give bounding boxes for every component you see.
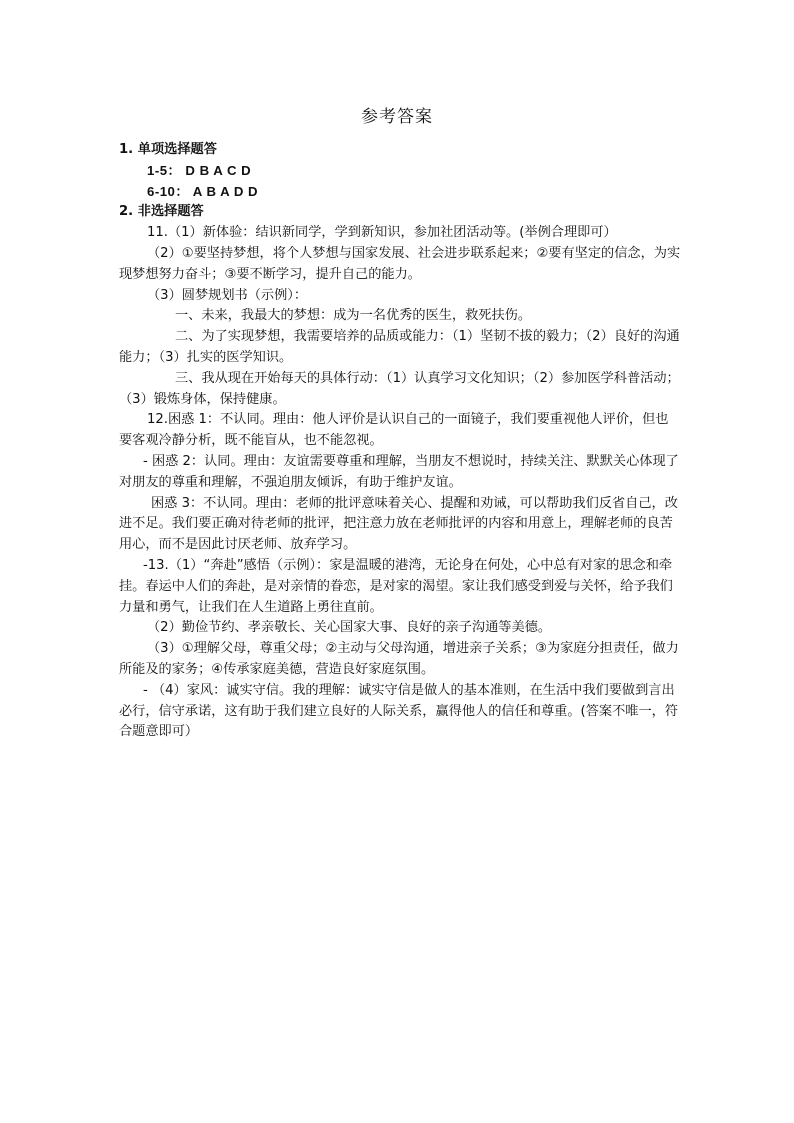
answer-content [119, 140, 681, 743]
q11-part3-item1: 一、未来，我最大的梦想：成为一名优秀的医生，救死扶伤。 [175, 308, 532, 324]
q11-part3-heading: （3）圆梦规划书（示例）： [147, 287, 308, 303]
answer-line-1-5: 1-5： D B A C D [147, 162, 252, 178]
q11-part2: （2）①要坚持梦想，将个人梦想与国家发展、社会进步联系起来；②要有坚定的信念，为实现梦想努力奋斗；③要不断学习，提升自己的能力。 [119, 245, 681, 282]
q12-confusion2: - 困惑 2：认同。理由：友谊需要尊重和理解，当朋友不想说时，持续关注、默默关心体现了对朋友的尊重和理解，不强迫朋友倾诉，有助于维护友谊。 [119, 453, 679, 490]
answer-line-6-10: 6-10： A B A D D [147, 183, 259, 199]
q13-part3: （3）①理解父母，尊重父母；②主动与父母沟通，增进亲子关系；③为家庭分担责任，做力所能及的家务；④传承家庭美德，营造良好家庭氛围。 [119, 641, 679, 677]
q11-part3-item2: 二、为了实现梦想，我需要培养的品质或能力：（1）坚韧不拔的毅力；（2）良好的沟通能力；（3）扎实的医学知识。 [119, 329, 680, 365]
section-heading-non-choice: 2. 非选择题答 [119, 204, 204, 220]
q12-confusion3: 困惑 3：不认同。理由：老师的批评意味着关心、提醒和劝诫，可以帮助我们反省自己，改进不足。我们要正确对待老师的批评，把注意力放在老师批评的内容和用意上，理解老师的良苦用心，而不是因此讨厌老师、放弃学习。 [119, 495, 678, 553]
q13-part4: - （4）家风：诚实守信。我的理解：诚实守信是做人的基本准则，在生活中我们要做到言出必行，信守承诺，这有助于我们建立良好的人际关系，赢得他人的信任和尊重。(答案不唯一，符合题意即可） [119, 682, 679, 740]
q13-part1: -13.（1）“奔赴”感悟（示例）：家是温暖的港湾，无论身在何处，心中总有对家的思念和牵挂。春运中人们的奔赴，是对亲情的眷恋，是对家的渴望。家让我们感受到爱与关怀，给予我们力量和勇气，让我们在人生道路上勇往直前。 [119, 557, 673, 615]
q13-part2: （2）勤俭节约、孝亲敬长、关心国家大事、良好的亲子沟通等美德。 [147, 620, 552, 636]
q12-confusion1: 12.困惑 1：不认同。理由：他人评价是认识自己的一面镜子，我们要重视他人评价，但也要客观冷静分析，既不能盲从，也不能忽视。 [119, 412, 669, 449]
section-heading-single-choice: 1. 单项选择题答 [119, 142, 217, 157]
q11-part3-item3: 三、我从现在开始每天的具体行动：（1）认真学习文化知识；（2）参加医学科普活动；（3）锻炼身体，保持健康。 [119, 370, 680, 407]
q11-part1: 11.（1）新体验：结识新同学，学到新知识，参加社团活动等。(举例合理即可） [147, 225, 617, 241]
page-title: 参考答案 [361, 107, 433, 127]
